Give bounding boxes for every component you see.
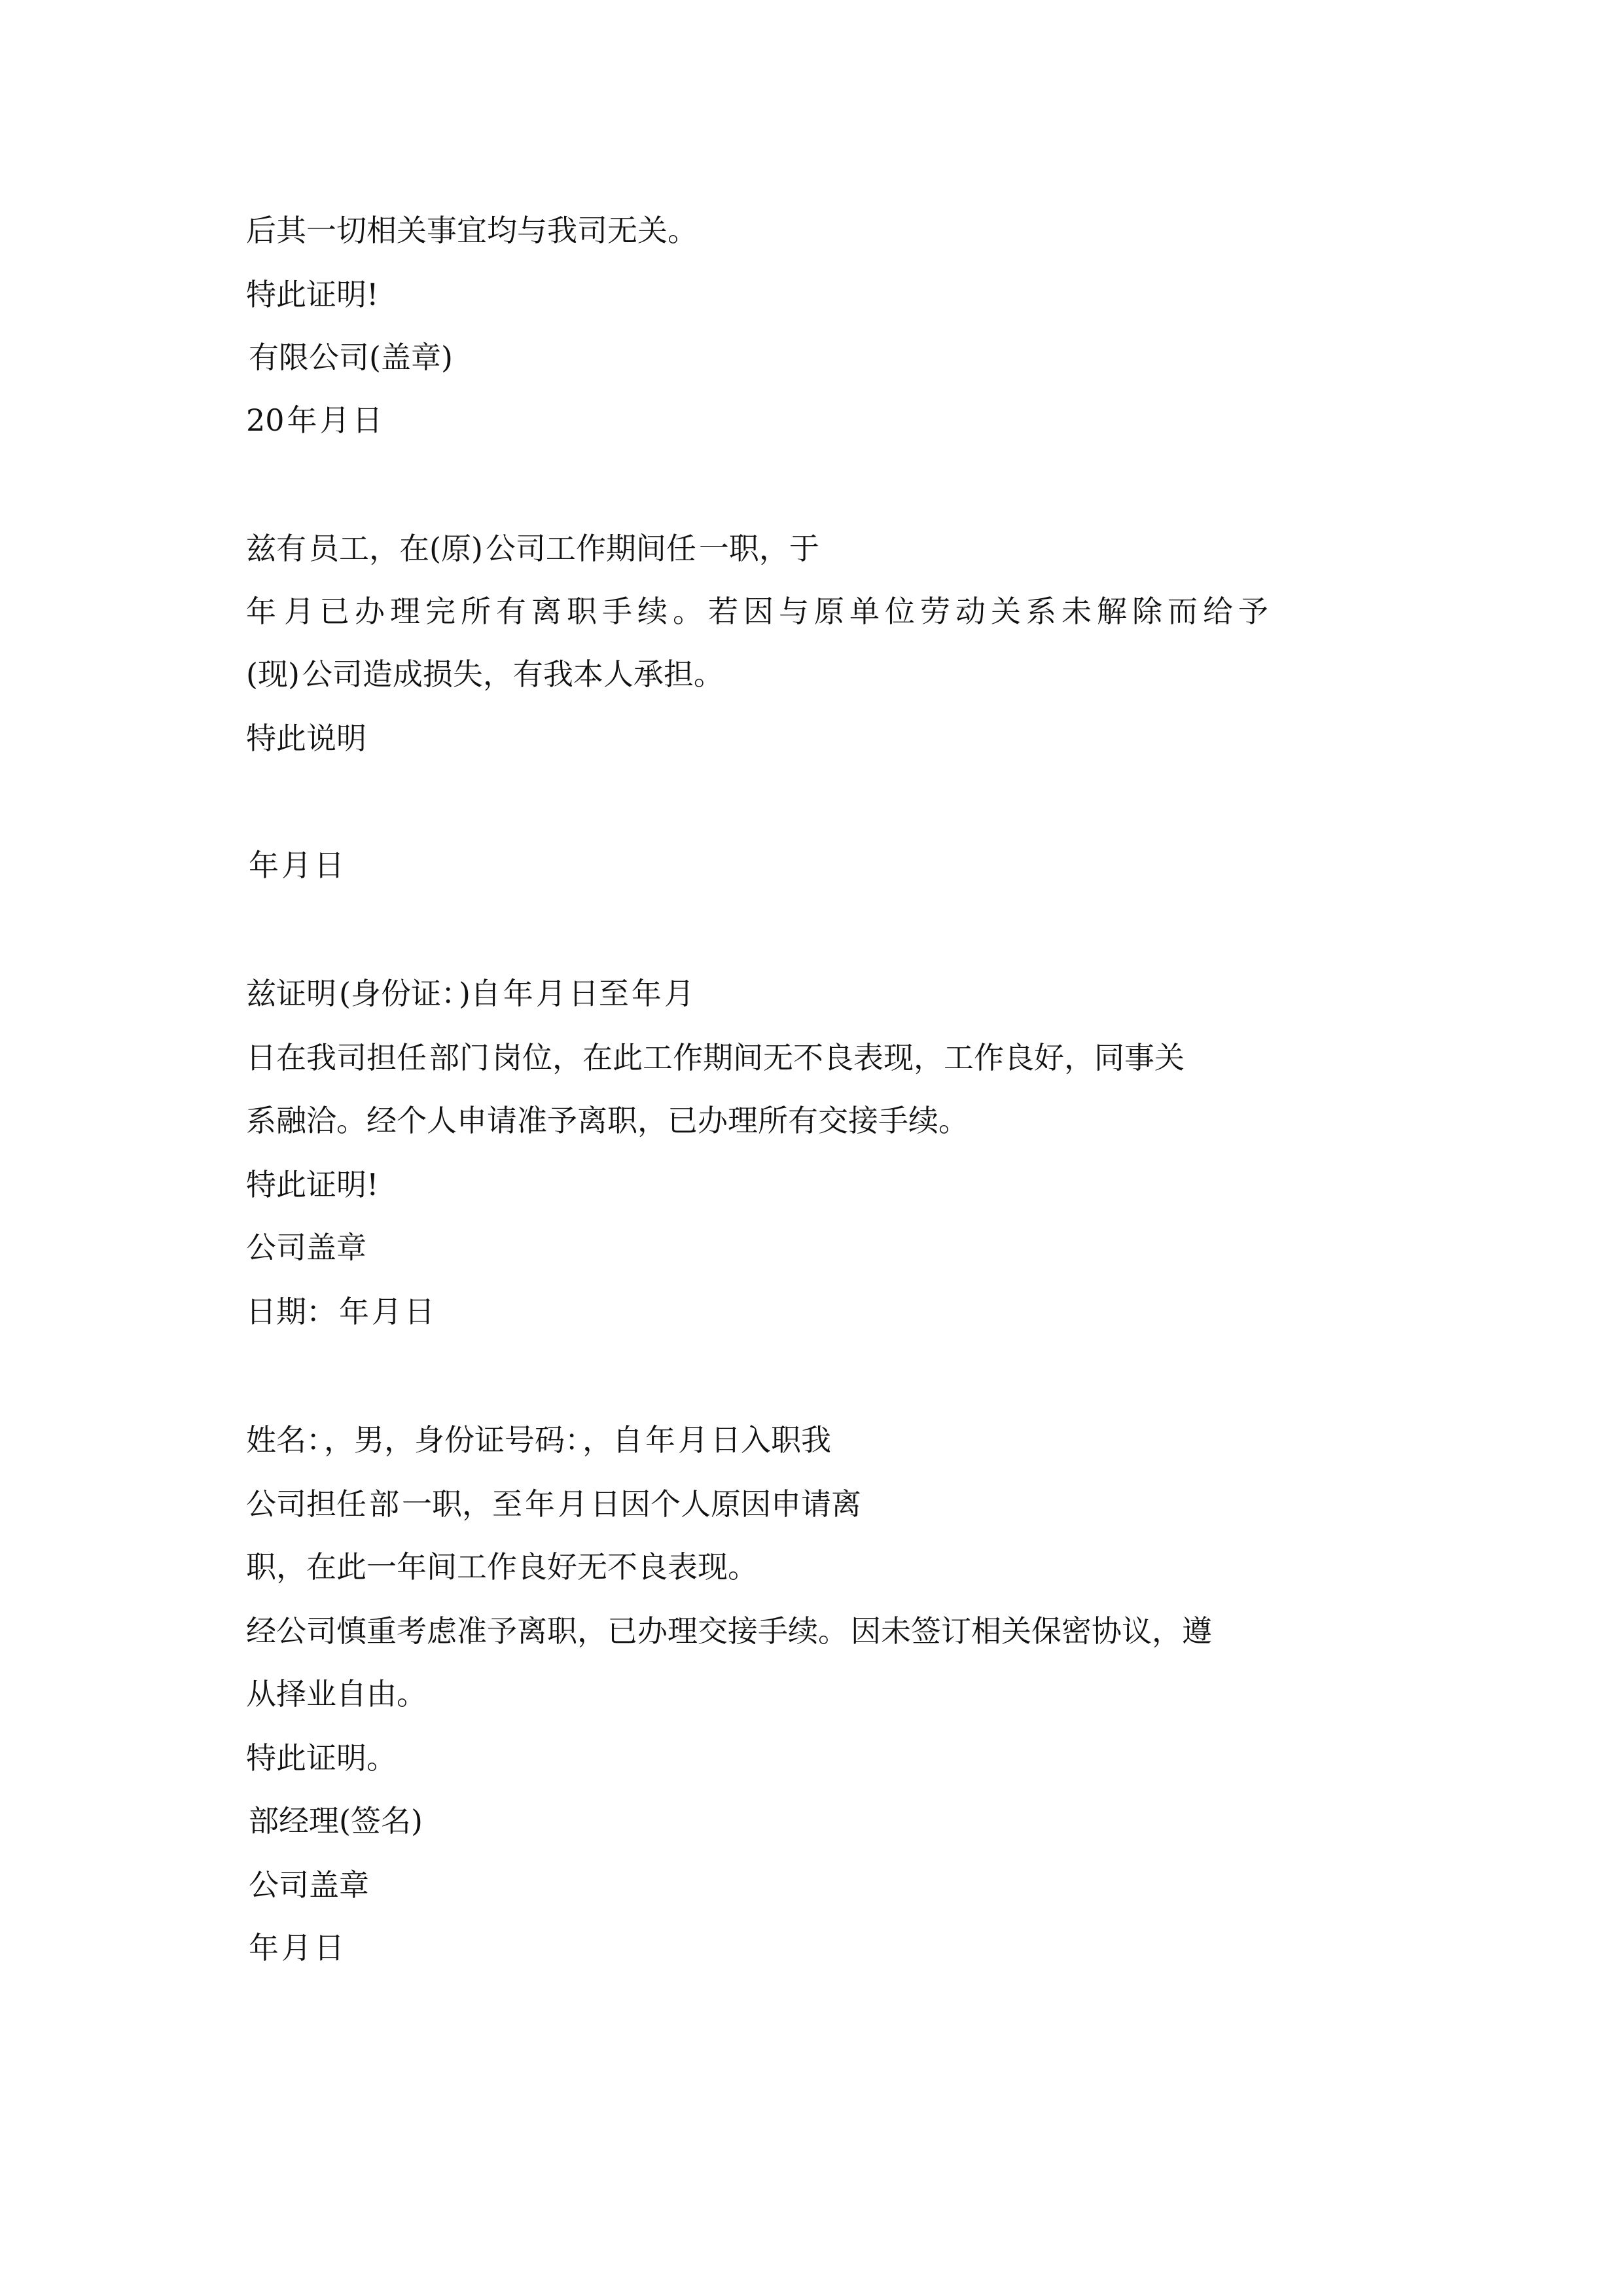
month-label: 月 — [372, 1294, 402, 1329]
s4-line-1 — [246, 1416, 1385, 1463]
date-label: 日期： — [246, 1294, 336, 1329]
text: 特此证明! — [246, 1167, 379, 1202]
text: 部 — [369, 1486, 399, 1522]
date-prefix: 20 — [246, 403, 285, 438]
s3-date-line — [246, 1288, 1385, 1335]
text: 月 — [678, 1422, 708, 1458]
year-label: 年 — [339, 1294, 369, 1329]
s3-line-3 — [246, 1097, 1385, 1144]
text: 特此证明! — [246, 277, 379, 312]
text: 一职，至 — [402, 1486, 522, 1522]
text: 年 — [631, 976, 662, 1011]
text: 日在我司担任 — [246, 1040, 427, 1075]
s1-line-2 — [246, 271, 1385, 318]
s2-signature-line — [246, 778, 1385, 825]
month-label: 月 — [319, 403, 350, 438]
day-label: 日 — [352, 403, 383, 438]
text: 部门 — [429, 1040, 490, 1075]
s3-closing — [246, 1161, 1385, 1208]
text: 月已办理完所有离职手续。若因与原单位劳动关系未解除而给予 — [284, 594, 1274, 629]
text: 职，在此一年间工作良好无不良表现。 — [246, 1549, 758, 1585]
text: 姓名： — [246, 1422, 321, 1458]
text: 兹有 — [246, 531, 306, 566]
text: 月 — [558, 1486, 588, 1522]
manager-signature-label: 部经理(签名) — [249, 1803, 423, 1839]
company-seal-text: 有限公司(盖章) — [249, 340, 453, 375]
text: 月 — [535, 976, 566, 1011]
s2-line-1 — [246, 525, 1385, 572]
text: (现) — [246, 656, 300, 692]
s1-company-line — [246, 334, 1385, 381]
year-label: 年 — [249, 848, 279, 883]
s4-line-5 — [246, 1670, 1385, 1717]
text: 员工，在(原) — [309, 531, 483, 566]
text: 特此证明。 — [246, 1740, 397, 1776]
day-label: 日 — [314, 848, 344, 883]
text: 后其一切相关事宜均与我司无关。 — [246, 213, 698, 248]
text: 从择业自由。 — [246, 1676, 427, 1712]
day-label: 日 — [404, 1294, 435, 1329]
s3-line-2 — [246, 1034, 1385, 1081]
text: 年 — [645, 1422, 675, 1458]
s4-closing — [246, 1734, 1385, 1782]
text: 日因个人原因申请离 — [590, 1486, 861, 1522]
s2-line-2 — [246, 588, 1385, 635]
text: )自 — [458, 976, 501, 1011]
text: 日至 — [568, 976, 629, 1011]
month-label: 月 — [281, 1930, 312, 1965]
text: (身份证： — [339, 976, 456, 1011]
text: 因未签订相关保密协议，遵 — [851, 1613, 1212, 1649]
s2-closing — [246, 715, 1385, 762]
s2-line-3 — [246, 651, 1385, 698]
text: 年 — [246, 594, 281, 629]
day-label: 日 — [314, 1930, 344, 1965]
text: 年 — [525, 1486, 555, 1522]
text: 公司造成损失，有我本人承担。 — [302, 656, 724, 692]
s4-seal-line — [246, 1861, 1385, 1909]
text: 经公司慎重考虑准予离职，已办理交接手续。 — [246, 1613, 848, 1649]
month-label: 月 — [281, 848, 312, 883]
s2-date-line — [246, 842, 1385, 889]
s3-seal — [246, 1224, 1385, 1271]
text: 一职，于 — [698, 531, 819, 566]
s4-date-line — [246, 1924, 1385, 1971]
text: 特此说明 — [246, 721, 366, 756]
s1-line-1 — [246, 207, 1385, 254]
s4-manager-line — [246, 1797, 1385, 1844]
text: 岗位，在此工作期间无不良表现，工作良好，同事关 — [492, 1040, 1185, 1075]
s4-line-2 — [246, 1480, 1385, 1528]
year-label: 年 — [287, 403, 317, 438]
text: 公司工作期间任 — [485, 531, 696, 566]
s4-line-3 — [246, 1543, 1385, 1590]
text: ，自 — [582, 1422, 643, 1458]
text: 公司担任 — [246, 1486, 366, 1522]
company-seal-text: 公司盖章 — [249, 1867, 369, 1903]
text: 系融洽。经个人申请准予离职，已办理所有交接手续。 — [246, 1103, 969, 1138]
text: ，男，身份证号码： — [324, 1422, 580, 1458]
text: 兹证明 — [246, 976, 336, 1011]
s3-line-1 — [246, 970, 1385, 1017]
s4-line-4 — [246, 1607, 1385, 1655]
s1-date-line — [246, 397, 1385, 444]
year-label: 年 — [249, 1930, 279, 1965]
text: 公司盖章 — [246, 1230, 366, 1265]
text: 日入职我 — [711, 1422, 831, 1458]
text: 年 — [503, 976, 533, 1011]
text: 月 — [664, 976, 694, 1011]
